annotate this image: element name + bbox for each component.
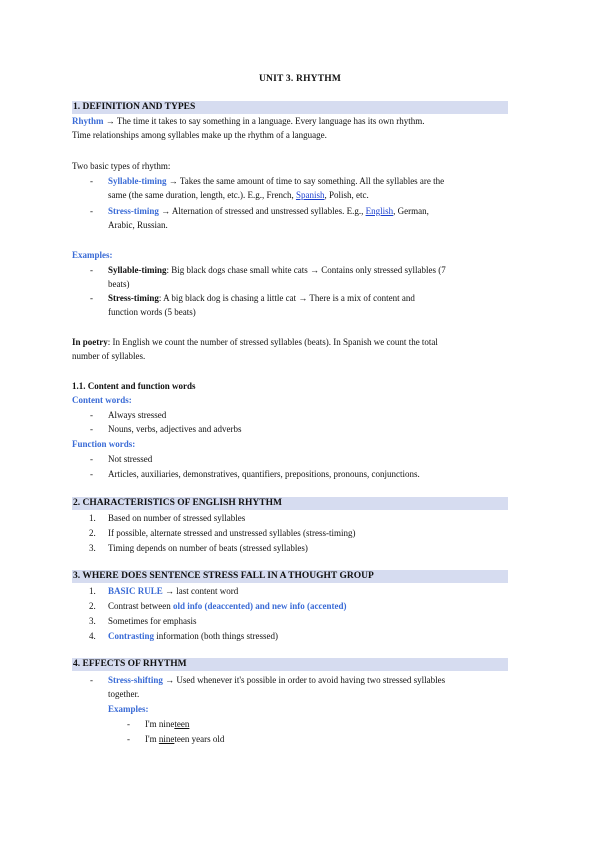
bullet-dash: -: [90, 206, 93, 216]
example-nineteen-years-old: I'm nineteen years old: [145, 734, 225, 744]
poetry-line1: In poetry: In English we count the number of stressed syllables (beats). In Spanish we count the total: [72, 337, 438, 347]
examples-label: Examples:: [108, 704, 149, 714]
stress-shifting-line1: Stress-shifting → Used whenever it's possible in order to avoid having two stressed syllables: [108, 675, 446, 685]
examples-label: Examples:: [72, 250, 113, 260]
example-nineteen: I'm nineteen: [145, 719, 190, 729]
example-stress-line2: function words (5 beats): [108, 307, 196, 317]
bullet-dash: -: [90, 293, 93, 303]
stress-shifting-line2: together.: [108, 689, 140, 699]
rhythm-definition-line2: Time relationships among syllables make up the rhythm of a language.: [72, 130, 327, 140]
bullet-dash: -: [90, 176, 93, 186]
rhythm-definition-line1: Rhythm → The time it takes to say something in a language. Every language has its own rhythm.: [72, 116, 425, 126]
list-number: 3.: [89, 616, 96, 626]
content-words-label: Content words:: [72, 395, 132, 405]
subsection-heading-content-function: 1.1. Content and function words: [72, 381, 196, 391]
list-number: 4.: [89, 631, 96, 641]
list-item: Articles, auxiliaries, demonstratives, quantifiers, prepositions, pronouns, conjunctions.: [108, 469, 420, 479]
list-number: 2.: [89, 601, 96, 611]
list-item: Sometimes for emphasis: [108, 616, 197, 626]
bullet-dash: -: [90, 410, 93, 420]
rhythm-definition-text: The time it takes to say something in a language. Every language has its own rhythm.: [116, 116, 425, 126]
list-item: Contrast between old info (deaccented) and new info (accented): [108, 601, 347, 611]
list-number: 3.: [89, 543, 96, 553]
list-item: If possible, alternate stressed and unstressed syllables (stress-timing): [108, 528, 356, 538]
section-heading-definition: 1. DEFINITION AND TYPES: [72, 101, 508, 114]
list-item: BASIC RULE → last content word: [108, 586, 239, 596]
bullet-dash: -: [90, 424, 93, 434]
list-item: Timing depends on number of beats (stressed syllables): [108, 543, 308, 553]
example-syllable-line2: beats): [108, 279, 130, 289]
english-link[interactable]: English: [365, 206, 394, 216]
list-item: Contrasting information (both things stressed): [108, 631, 278, 641]
stress-shifting-term: Stress-shifting: [108, 675, 163, 685]
section-heading-sentence-stress: 3. WHERE DOES SENTENCE STRESS FALL IN A THOUGHT GROUP: [72, 570, 508, 583]
contrasting-term: Contrasting: [108, 631, 155, 641]
bullet-dash: -: [90, 265, 93, 275]
spanish-link[interactable]: Spanish: [295, 190, 325, 200]
syllable-timing-line1: Syllable-timing → Takes the same amount of time to say something. All the syllables are the: [108, 176, 445, 186]
example-stress-line1: Stress-timing: A big black dog is chasing a little cat → There is a mix of content and: [108, 293, 415, 303]
list-number: 1.: [89, 513, 96, 523]
basic-rule-term: BASIC RULE: [108, 586, 163, 596]
two-types-intro: Two basic types of rhythm:: [72, 161, 171, 171]
stress-timing-line2: Arabic, Russian.: [108, 220, 168, 230]
list-item: Nouns, verbs, adjectives and adverbs: [108, 424, 242, 434]
bullet-dash: -: [90, 675, 93, 685]
document-title: UNIT 3. RHYTHM: [258, 74, 342, 84]
stress-timing-line1: Stress-timing → Alternation of stressed and unstressed syllables. E.g., English, German,: [108, 206, 429, 216]
poetry-line2: number of syllables.: [72, 351, 146, 361]
bullet-dash: -: [90, 454, 93, 464]
function-words-label: Function words:: [72, 439, 136, 449]
section-heading-characteristics: 2. CHARACTERISTICS OF ENGLISH RHYTHM: [72, 497, 508, 510]
bullet-dash: -: [127, 734, 130, 744]
list-item: Always stressed: [108, 410, 167, 420]
syllable-timing-term: Syllable-timing: [108, 176, 167, 186]
list-number: 2.: [89, 528, 96, 538]
bullet-dash: -: [90, 469, 93, 479]
list-item: Based on number of stressed syllables: [108, 513, 246, 523]
syllable-timing-line2: same (the same duration, length, etc.). E.g., French, Spanish, Polish, etc.: [108, 190, 369, 200]
list-item: Not stressed: [108, 454, 153, 464]
rhythm-term: Rhythm: [72, 116, 104, 126]
section-heading-effects: 4. EFFECTS OF RHYTHM: [72, 658, 508, 671]
stress-timing-term: Stress-timing: [108, 206, 159, 216]
example-syllable-line1: Syllable-timing: Big black dogs chase small white cats → Contains only stressed syllables (7: [108, 265, 446, 275]
list-number: 1.: [89, 586, 96, 596]
bullet-dash: -: [127, 719, 130, 729]
